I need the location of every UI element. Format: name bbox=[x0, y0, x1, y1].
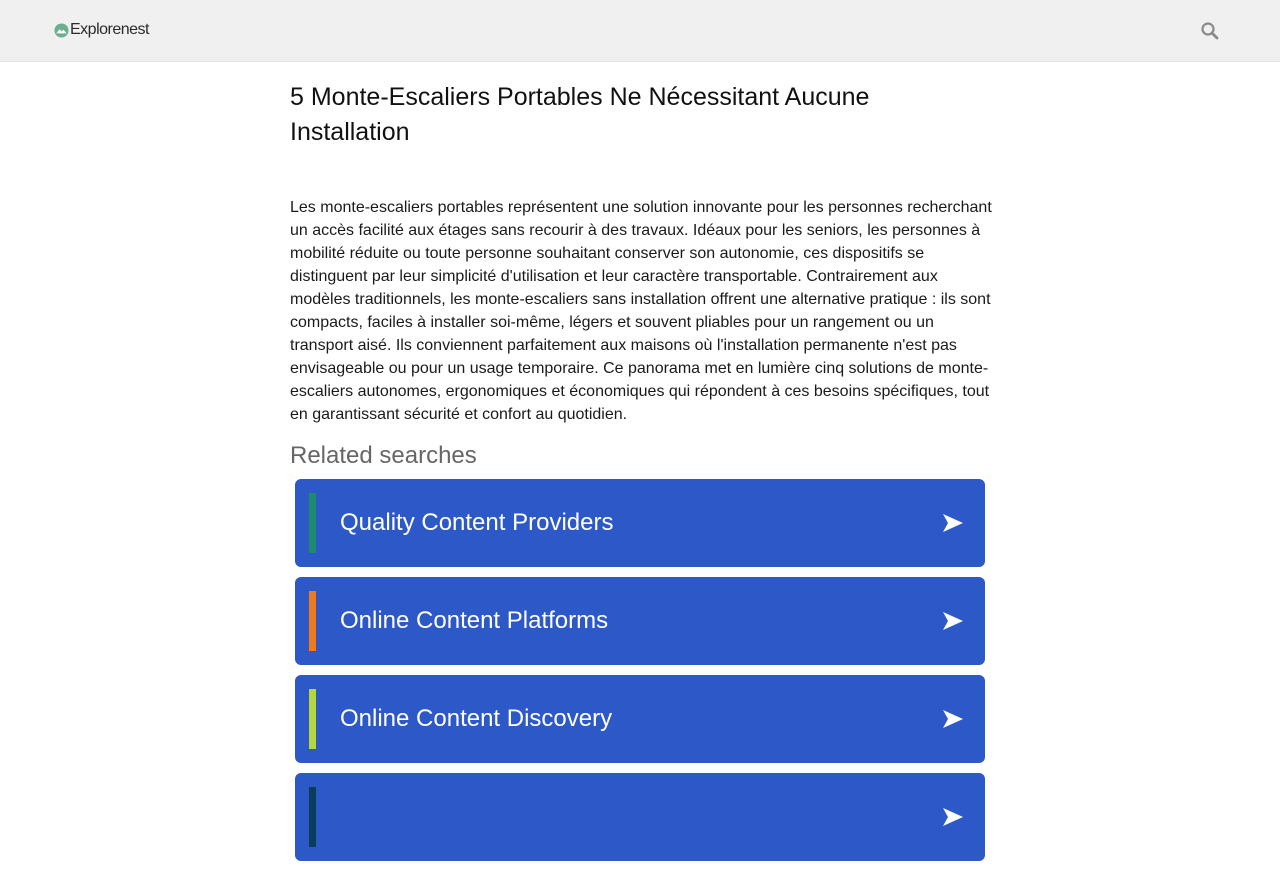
accent-bar bbox=[309, 493, 316, 553]
article-title: 5 Monte-Escaliers Portables Ne Nécessitant Aucune Installation bbox=[290, 83, 870, 146]
top-bar bbox=[0, 0, 1280, 62]
accent-bar bbox=[309, 689, 316, 749]
related-search-item[interactable] bbox=[295, 479, 985, 567]
related-search-label: Quality Content Providers bbox=[340, 509, 614, 536]
related-searches-title: Related searches bbox=[290, 442, 477, 469]
related-search-label: Online Content Discovery bbox=[340, 705, 613, 732]
related-search-label: Online Content Platforms bbox=[340, 607, 609, 634]
logo-text: Explorenest bbox=[70, 21, 149, 38]
arrow-right-icon bbox=[941, 508, 965, 538]
search-button[interactable] bbox=[1199, 20, 1221, 42]
mountain-logo-icon bbox=[54, 23, 69, 38]
search-icon bbox=[1199, 20, 1221, 42]
arrow-right-icon bbox=[941, 802, 965, 832]
arrow-right-icon bbox=[941, 606, 965, 636]
article bbox=[290, 80, 995, 871]
related-search-item[interactable] bbox=[295, 577, 985, 665]
accent-bar bbox=[309, 591, 316, 651]
related-searches-list bbox=[295, 479, 985, 861]
accent-bar bbox=[309, 787, 316, 847]
logo[interactable] bbox=[54, 20, 149, 40]
related-search-item[interactable] bbox=[295, 675, 985, 763]
article-intro: Les monte-escaliers portables représentent une solution innovante pour les personnes recherchant un accès facilité aux étages sans recourir à des travaux. Idéaux pour les seniors, les personnes à mobilité réduite ou toute personne souhaitant conserver son autonomie, ces dispositifs se distinguent par leur simplicité d'utilisation et leur caractère transportable. Contrairement aux modèles traditionnels, les monte-escaliers sans installation offrent une alternative pratique : ils sont compacts, faciles à installer soi-même, légers et souvent pliables pour un rangement ou un transport aisé. Ils conviennent parfaitement aux maisons où l'installation permanente n'est pas envisageable ou pour un usage temporaire. Ce panorama met en lumière cinq solutions de monte-escaliers autonomes, ergonomiques et économiques qui répondent à ces besoins spécifiques, tout en garantissant sécurité et confort au quotidien. bbox=[290, 199, 992, 423]
arrow-right-icon bbox=[941, 704, 965, 734]
related-search-item[interactable] bbox=[295, 773, 985, 861]
